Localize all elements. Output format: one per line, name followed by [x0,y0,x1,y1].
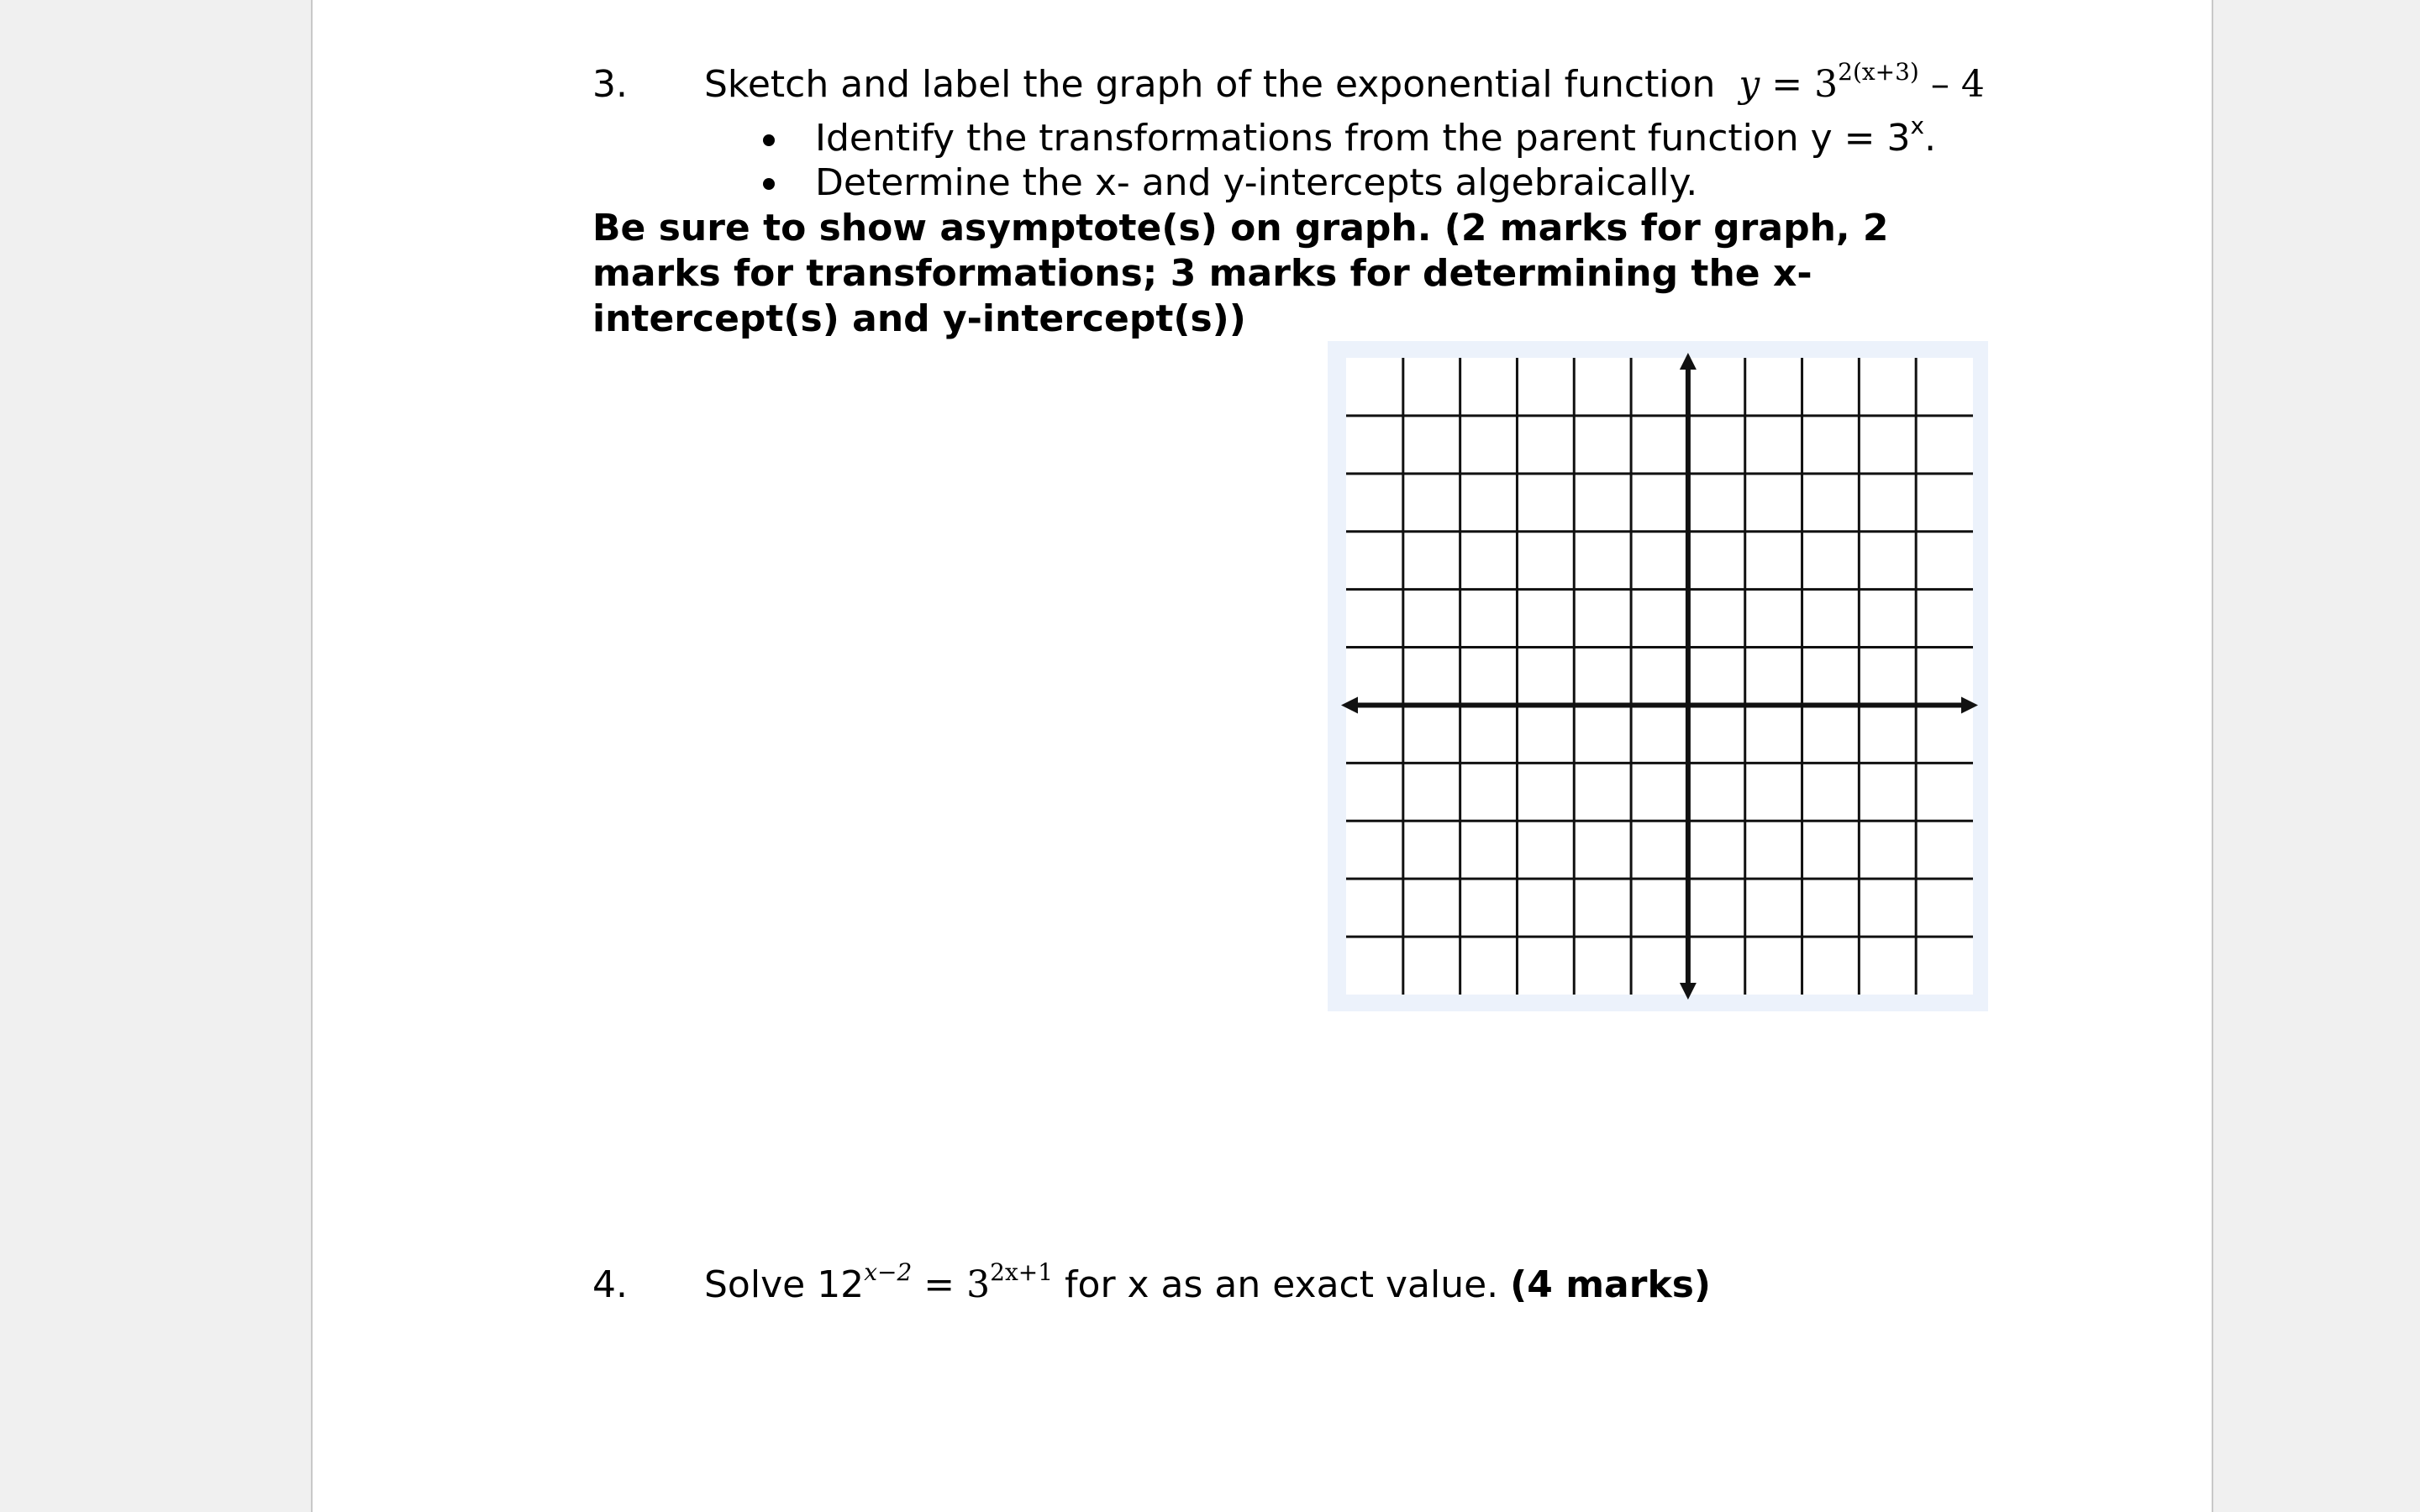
question-3-number: 3. [592,63,628,106]
instruction-line-1: Be sure to show asymptote(s) on graph. (2 marks for graph, 2 [592,207,1889,249]
equation-tail: – 4 [1930,63,1985,106]
coordinate-grid[interactable] [1328,341,1988,1011]
equation-lhs: y [1739,63,1760,106]
bullet-item-2 [815,160,1697,206]
equation-base: 3 [1814,63,1839,106]
bullet-dot-1 [763,134,775,146]
question-4-equals: = [923,1263,955,1306]
question-4-marks: (4 marks) [1510,1263,1711,1306]
question-4-solve-word: Solve [704,1263,806,1306]
bullet-1-text: Identify the transformations from the parent function y = 3 [815,117,1911,160]
grid-background [1346,358,1973,995]
instruction-line-2: marks for transformations; 3 marks for determining the x- [592,252,1812,295]
question-4-prompt [704,1258,1711,1308]
bullet-1-end: . [1924,117,1937,160]
grid-canvas [1328,341,1988,1011]
bullet-item-1 [815,112,1937,161]
question-4-tail: for x as an exact value. [1065,1263,1499,1306]
question-4-number: 4. [592,1263,628,1306]
question-4-rhs-base: 3 [966,1263,991,1306]
equation-equals: = [1771,63,1803,106]
question-4-rhs-exponent: 2x+1 [990,1258,1054,1286]
instruction-line-3: intercept(s) and y-intercept(s)) [592,297,1246,340]
document-page [311,0,2213,1512]
question-3-equation [1727,58,1985,106]
question-4-lhs-exponent: x−2 [864,1258,913,1286]
bullet-dot-2 [763,178,775,190]
question-4-lhs-base: 12 [817,1263,865,1306]
question-3-prompt-text: Sketch and label the graph of the exponential function [704,63,1716,106]
bullet-2-text: Determine the x- and y-intercepts algebraically. [815,161,1698,204]
question-3-prompt [704,58,1985,108]
bullet-1-sup: x [1910,112,1925,139]
equation-exponent: 2(x+3) [1838,58,1919,86]
